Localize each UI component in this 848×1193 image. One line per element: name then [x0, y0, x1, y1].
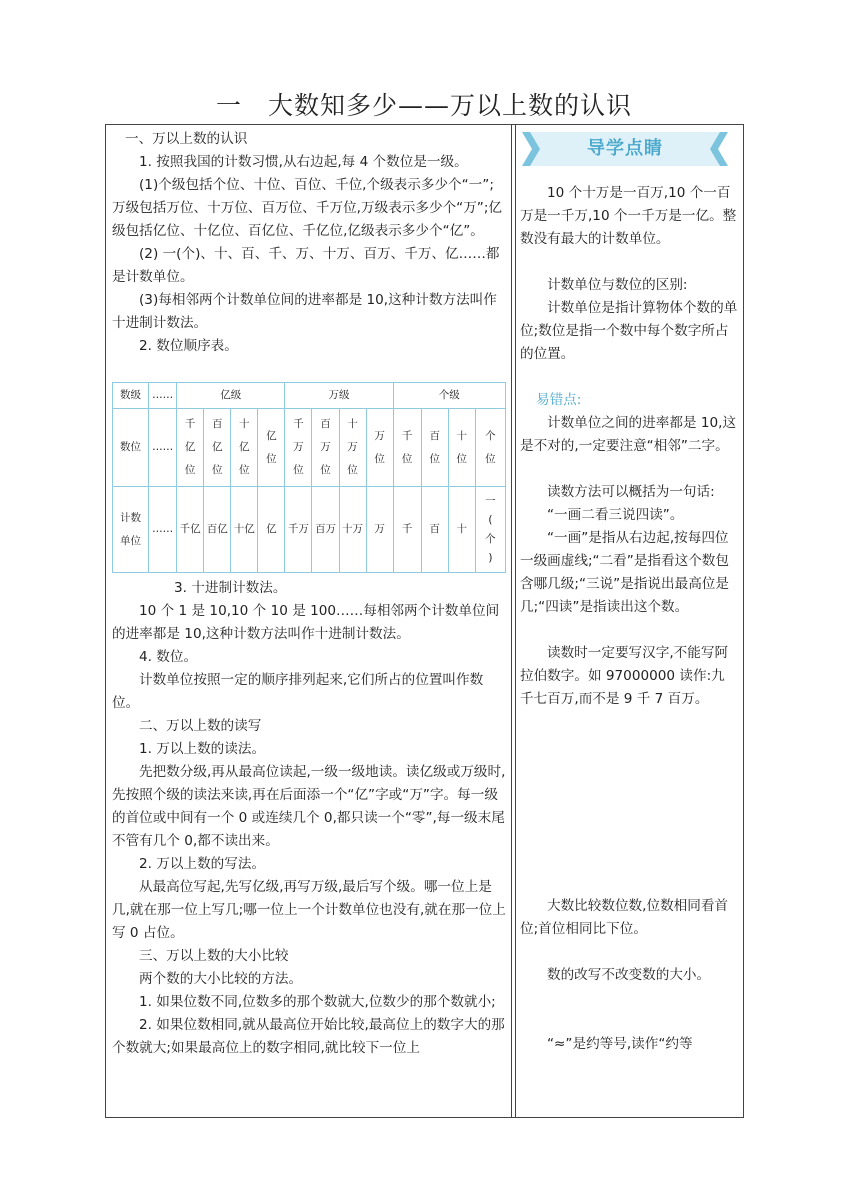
note: 大数比较数位数,位数相同看首位;首位相同比下位。 — [520, 898, 729, 937]
paragraph: 先把数分级,再从最高位读起,一级一级地读。读亿级或万级时,先按照个级的读法来读,再在后面添一个“亿”字或“万”字。每一级的首位或中间有一个 0 或连续几个 0,都只读一个“零”,每一级末尾不管有几个 0,都不读出来。 — [112, 764, 506, 849]
unit-cell: 百亿 — [204, 487, 231, 573]
paragraph: 10 个 1 是 10,10 个 10 是 100……每相邻两个计数单位间的进率都是 10,这种计数方法叫作十进制计数法。 — [112, 603, 500, 642]
unit-cell: 十 — [448, 487, 475, 573]
paragraph: 1. 如果位数不同,位数多的那个数就大,位数少的那个数就小; — [139, 994, 496, 1010]
note: “≈”是约等号,读作“约等 — [547, 1036, 693, 1052]
page-title: 一 大数知多少——万以上数的认识 — [215, 91, 632, 120]
guide-banner — [520, 130, 738, 168]
ellipsis-cell: …… — [149, 409, 177, 487]
unit-cell: 亿 — [258, 487, 285, 573]
place-cell: 百 亿 位 — [204, 409, 231, 487]
note: 计数单位之间的进率都是 10,这是不对的,一定要注意“相邻”二字。 — [520, 415, 737, 454]
place-cell: 百 位 — [421, 409, 448, 487]
paragraph: 从最高位写起,先写亿级,再写万级,最后写个级。哪一位上是几,就在那一位上写几;哪一位上一个计数单位也没有,就在那一位上写 0 占位。 — [112, 879, 506, 941]
paragraph: 2. 如果位数相同,就从最高位开始比较,最高位上的数字大的那个数就大;如果最高位上的数字相同,就比较下一位上 — [112, 1017, 505, 1056]
note: 计数单位是指计算物体个数的单位;数位是指一个数中每个数字所占的位置。 — [520, 300, 738, 362]
row-header: 数位 — [113, 409, 149, 487]
row-header: 数级 — [113, 383, 149, 409]
unit-cell: 十万 — [339, 487, 366, 573]
place-cell: 十 位 — [448, 409, 475, 487]
unit-cell: 十亿 — [231, 487, 258, 573]
unit-cell: 百 — [421, 487, 448, 573]
paragraph: 1. 万以上数的读法。 — [139, 741, 266, 757]
place-cell: 十 亿 位 — [231, 409, 258, 487]
banner-title: 导学点睛 — [587, 138, 663, 159]
note: 读数时一定要写汉字,不能写阿拉伯数字。如 97000000 读作:九千七百万,而不是 9 千 7 百万。 — [520, 645, 729, 707]
group-header: 万级 — [285, 383, 393, 409]
section-heading: 三、万以上数的大小比较 — [139, 948, 289, 964]
unit-cell: 一 ( 个 ) — [475, 487, 505, 573]
unit-cell: 千万 — [285, 487, 312, 573]
place-cell: 千 位 — [393, 409, 421, 487]
column-divider — [511, 124, 516, 1118]
paragraph: (2) 一(个)、十、百、千、万、十万、百万、千万、亿……都是计数单位。 — [112, 246, 500, 285]
place-cell: 万 位 — [366, 409, 393, 487]
place-value-table-wrap — [112, 382, 506, 573]
paragraph: (1)个级包括个位、十位、百位、千位,个级表示多少个“一”;万级包括万位、十万位、百万位、千万位,万级表示多少个“万”;亿级包括亿位、十亿位、百亿位、千亿位,亿级表示多少个“亿”。 — [112, 177, 503, 239]
paragraph: 计数单位按照一定的顺序排列起来,它们所占的位置叫作数位。 — [112, 672, 484, 711]
place-cell: 千 万 位 — [285, 409, 312, 487]
note: “一画二看三说四读”。 — [547, 507, 684, 523]
ellipsis-cell: …… — [149, 383, 177, 409]
ellipsis-cell: …… — [149, 487, 177, 573]
place-value-table — [112, 382, 506, 573]
place-cell: 十 万 位 — [339, 409, 366, 487]
note: 计数单位与数位的区别: — [547, 277, 688, 293]
note: 数的改写不改变数的大小。 — [547, 967, 711, 983]
note-heading: 易错点: — [536, 392, 582, 408]
place-cell: 个 位 — [475, 409, 505, 487]
main-column — [112, 128, 506, 1060]
section-heading: 一、万以上数的认识 — [125, 131, 248, 147]
place-cell: 千 亿 位 — [177, 409, 204, 487]
place-cell: 百 万 位 — [312, 409, 339, 487]
sidebar-notes — [520, 128, 738, 1056]
paragraph: (3)每相邻两个计数单位间的进率都是 10,这种计数方法叫作十进制计数法。 — [112, 292, 497, 331]
note: 10 个十万是一百万,10 个一百万是一千万,10 个一千万是一亿。整数没有最大的计数单位。 — [520, 185, 737, 247]
paragraph: 4. 数位。 — [139, 649, 198, 665]
unit-cell: 百万 — [312, 487, 339, 573]
paragraph: 两个数的大小比较的方法。 — [139, 971, 303, 987]
unit-cell: 千 — [393, 487, 421, 573]
group-header: 个级 — [393, 383, 505, 409]
paragraph: 1. 按照我国的计数习惯,从右边起,每 4 个数位是一级。 — [139, 154, 468, 170]
note: 读数方法可以概括为一句话: — [547, 484, 715, 500]
place-cell: 亿 位 — [258, 409, 285, 487]
row-header: 计数 单位 — [113, 487, 149, 573]
paragraph: 3. 十进制计数法。 — [174, 580, 287, 596]
section-heading: 二、万以上数的读写 — [139, 718, 262, 734]
paragraph: 2. 数位顺序表。 — [139, 338, 238, 354]
group-header: 亿级 — [177, 383, 285, 409]
note: “一画”是指从右边起,按每四位一级画虚线;“二看”是指看这个数包含哪几级;“三说”是指说出最高位是几;“四读”是指读出这个数。 — [520, 530, 729, 615]
unit-cell: 千亿 — [177, 487, 204, 573]
paragraph: 2. 万以上数的写法。 — [139, 856, 266, 872]
unit-cell: 万 — [366, 487, 393, 573]
